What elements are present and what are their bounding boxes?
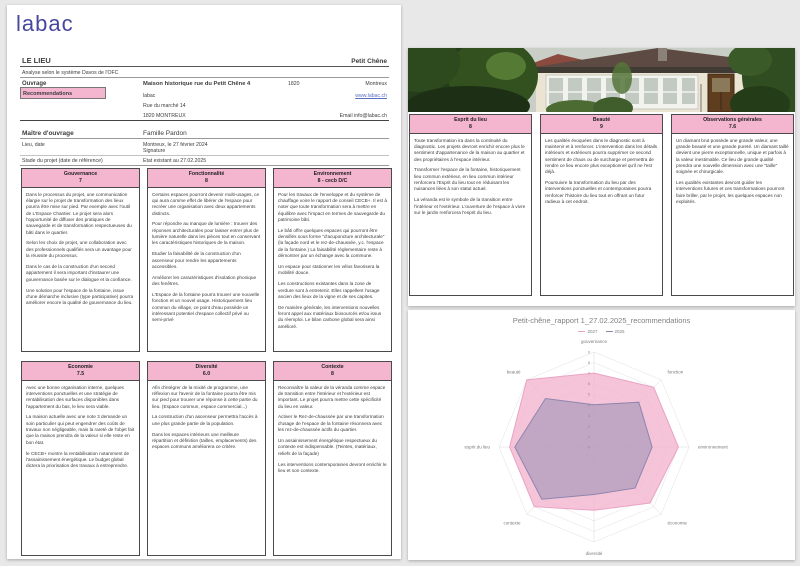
address-city-row [20, 110, 389, 121]
axis-label: environnement [698, 444, 728, 450]
criterion-score: 7.6 [728, 124, 737, 131]
tick-label: 6 [587, 381, 590, 387]
paragraph: Transformer l'espace de la fontaine, historiquement lieu commun extérieur, en lieu commun intérieur renforcera l'Esprit du lieu tout en réduisant les nuisances liées à son statut actuel. [414, 167, 521, 192]
paragraph: Etudier la faisabilité de la construction d'un ascenseur pour rendre les appartements accessibles. [152, 251, 241, 269]
paragraph: Certains espaces pourront devenir multi-usages, ce qui aura comme effet de libérer de l'espace pour recréer une organisation avec deux appartements distincts. [152, 191, 260, 216]
criterion-title: Gouvernance [63, 170, 98, 177]
owner-row [20, 121, 389, 139]
tick-label: 9 [587, 349, 590, 355]
paragraph: Les constructions existantes dans la zone de verdure sont à entretenir. Elles rappellent l'usage ancien des lieux de la vigne et de ses capites. [278, 281, 380, 299]
paragraph: Dans le cas de la construction d'un second appartement il sera important d'instaurer une gouvernance basée sur le dialogue et la confiance. [26, 264, 132, 282]
paragraph: Le bâti offre quelques espaces qui pourront être densifiés sous forme "d'acuponcture architecturale" (la façade nord et le rez-de-chaussée, y.c. l'espace de la fontaine.) La faisabilité réglementaire reste à démontrer par un échange avec la commune. [278, 227, 385, 259]
tick-label: 1 [587, 433, 590, 439]
header-table [20, 52, 389, 166]
paragraph: Améliorer les caractéristiques d'isolation phonique des fenêtres. [152, 274, 257, 287]
paragraph: Reconnaître la valeur de la véranda comme espace de transition entre l'intérieur et l'extérieur est important. Le projet pourra mettre cette spécificité du lieu en valeur. [278, 384, 386, 409]
signature-row [20, 149, 389, 156]
criterion-header [274, 169, 391, 188]
header-title-row [20, 52, 389, 67]
paragraph: Avec une bonne organisation interne, quelques interventions ponctuelles et une stratégie de rentabilisation des surfaces disponibles dans l'appartement du bas, le lieu sera viable. [26, 384, 124, 409]
axis-label: beauté [506, 369, 521, 375]
stage-label: Stade du projet (date de référence) [22, 158, 103, 164]
paragraph: Les qualités existantes devront guider les interventions futures et ces transformations pourront faire briller, par le projet, les quelques espaces non exploités. [676, 180, 785, 205]
criterion-header [22, 362, 139, 381]
ouvrage-label: Ouvrage [22, 81, 47, 87]
criterion-box-fonctionnalite [147, 168, 266, 352]
labac-logo: labac [16, 11, 74, 36]
email-text: Email info@labac.ch [339, 113, 387, 119]
paragraph: Pour répondre au manque de lumière : trouver des réponses architecturales pour laisser entrer plus de lumière naturelle dans les pièces tout en conservant les caractéristiques historiques de la maison. [152, 221, 261, 246]
criterion-title: Fonctionnalité [188, 170, 225, 177]
criterion-header [274, 362, 391, 381]
paragraph: Dans le processus du projet, une communication élargie sur le projet de transformation des lieux pourra être mise sur pied. Par exemple avec l'outil de L'Espace Chantier. Le projet sera alors l'opportunité de diffuser des pratiques de sauvegarde et de transformation respectueuses du bâti dans le quartier. [26, 191, 132, 235]
address-city: 1820 MONTREUX [143, 113, 186, 119]
paragraph: De manière générale, les interventions nouvelles feront appel aux matériaux biosourcés et/ou issus du réemploi. Le bilan carbone global sera ainsi amélioré. [278, 304, 382, 329]
criterion-score: 6.0 [202, 371, 211, 378]
series-2025 [515, 399, 652, 500]
recommendations-row [20, 88, 389, 100]
tick-label: 2 [587, 423, 590, 429]
address-street: Rue du marché 14 [143, 103, 186, 109]
ouvrage-city: Montreux [365, 81, 387, 87]
paragraph: Activer le Rez-de-chaussée par une transformation d'usage de l'espace de la fontaine résonnera avec les rez-de-chaussée actifs du quartier. [278, 414, 384, 433]
date-value: Montreux, le 27 février 2024 [143, 142, 208, 148]
signature-label: Signature [143, 148, 166, 154]
criterion-score: 8 [331, 371, 334, 378]
website-link[interactable]: www.labac.ch [355, 93, 387, 99]
analysis-line: Analyse selon le système Davos de l'OFC [22, 70, 119, 76]
criterion-body [274, 188, 391, 339]
paragraph: le CECB+ montre la rentabilisation notamment de l'assainissement énergétique. Le budget global dictera la priorisation des travaux à entreprendre. [26, 450, 130, 469]
right-panel [408, 48, 795, 306]
criterion-header [410, 115, 531, 134]
criterion-body [148, 188, 265, 333]
project-name: Petit Chêne [351, 58, 387, 65]
criterion-box-diversite [147, 361, 266, 556]
criterion-box-beaute [540, 114, 663, 296]
owner-label: Maître d'ouvrage [22, 130, 74, 137]
paragraph: Toute transformation ira dans la continuité du diagnostic. Les projets devront enrichir encore plus le sentiment d'appartenance de la maison au quartier et des propriétaires à l'espace intérieur. [414, 137, 525, 162]
criterion-title: Economie [68, 363, 93, 370]
recommendations-label: Recommendations [20, 87, 106, 99]
paragraph: La construction d'un ascenseur permettra l'accès à une plus grande partie de la population. [152, 414, 258, 426]
owner-value: Famille Pardon [143, 130, 187, 137]
criterion-box-economie [21, 361, 140, 556]
criterion-header [22, 169, 139, 188]
tick-label: 4 [587, 402, 590, 408]
company-name: labac [143, 93, 156, 99]
criterion-box-contexte [273, 361, 392, 556]
criterion-score: 7 [79, 178, 82, 185]
radar-chart-card [408, 310, 795, 560]
paragraph: Un espace pour stationner les vélos favorisera la mobilité douce. [278, 264, 380, 276]
criterion-title: Esprit du lieu [454, 116, 487, 123]
paragraph: Un assainissement énergétique respectueux du contexte est indispensable. (Teintes, matériaux, reliefs de la façade) [278, 437, 378, 456]
paragraph: Dans les espaces intérieurs une meilleure répartition et définition (tailles, emplacements) des espaces communs améliorera ce critère. [152, 431, 257, 450]
criterion-score: 8 [205, 178, 208, 185]
criterion-header [541, 115, 662, 134]
tick-label: 5 [587, 391, 590, 397]
criterion-score: 7.5 [76, 371, 85, 378]
criterion-box-observations-generales [671, 114, 794, 296]
axis-label: fonction [667, 369, 684, 375]
tick-label: 8 [587, 360, 590, 366]
paragraph: Les qualités évoquées dans le diagnostic sont à maintenir et à renforcer. L'intervention dans les détails intérieurs et extérieurs pourra supprimer ce second sentiment de chaos ou de surcharge et permettra de rendre ce lieu encore plus exceptionnel qu'il ne l'est déjà. [545, 137, 658, 175]
criterion-header [148, 362, 265, 381]
date-label: Lieu, date [22, 142, 45, 148]
paragraph: Afin d'intégrer de la mixité de programme, une réflexion sur l'avenir de la fontaine pourra être mis sur pied pour trouver une réponse à cette partie du lieu. (Espace commun, espace commercial...) [152, 384, 258, 409]
criterion-title: Diversité [195, 363, 218, 370]
ouvrage-value: Maison historique rue du Petit Chêne 4 [143, 81, 251, 87]
criterion-title: Contexte [321, 363, 344, 370]
axis-label: gouvernance [580, 339, 608, 344]
criterion-body [148, 381, 265, 460]
site-photo-illustration [408, 48, 795, 112]
criterion-body [410, 134, 531, 225]
criterion-title: Beauté [592, 116, 611, 123]
criterion-title: Environnement [313, 170, 352, 177]
criterion-body [672, 134, 793, 214]
analysis-row [20, 67, 389, 78]
paragraph: Selon les choix de projet, une collaboration avec des professionnels qualifiés sera un avantage pour la réussite du processus. [26, 240, 132, 259]
criterion-body [22, 188, 139, 316]
radar-chart [408, 310, 795, 560]
criterion-body [22, 381, 139, 479]
axis-label: économie [667, 520, 688, 526]
criterion-score: 8 [469, 124, 472, 131]
stage-row [20, 156, 389, 166]
axis-label: contexte [503, 520, 521, 526]
chart-title: Petit-chêne_rapport 1_27.02.2025_recommendations [512, 316, 691, 325]
paragraph: Poursuivre la transformation du lieu par des interventions ponctuelles et contemporaines pourra renforcer l'histoire du lieu tout en offrant un futur radieux à cet endroit. [545, 180, 652, 205]
site-photo [408, 48, 795, 112]
paragraph: L'Espace de la fontaine pourra trouver une nouvelle fonction et un nouvel usage. Historiquement lieu commun du village, ce point d'eau possède un intéressant potentiel d'espace collectif privé ou semi-privé [152, 292, 260, 323]
legend-label: 2027 [587, 329, 598, 334]
criterion-header [148, 169, 265, 188]
address-street-row [20, 100, 389, 110]
criterion-score: 8 - cecb D/C [317, 178, 348, 185]
tick-label: 7 [587, 370, 590, 376]
legend-label: 2025 [614, 329, 625, 334]
paragraph: Un diamant brut possède une grande valeur, une grande beauté et une grande pureté. Un diamant taillé devient une pierre exceptionnelle, unique et parfois à la valeur inestimable. Ce lieu de grande qualité prendra une nouvelle dimension avec une "taille" soignée et chirurgicale. [676, 137, 789, 175]
axis-label: diversité [585, 551, 603, 556]
paragraph: Pour les travaux de l'enveloppe et du système de chauffage voire le rapport de conseil CECB+. Il est à noter que toute transformation sera à mettre en équilibre avec l'impact en termes de sauvegarde du patrimoine bâti. [278, 191, 387, 222]
criterion-box-gouvernance [21, 168, 140, 352]
stage-value: Etat existant au 27.02.2025 [143, 158, 207, 164]
paragraph: Une solution pour l'espace de la fontaine, issue d'une démarche inclusive (type participative) pourra améliorer encore la qualité de gouvernance du lieu. [26, 287, 134, 306]
criterion-score: 9 [600, 124, 603, 131]
tick-label: 0 [587, 444, 590, 450]
criterion-title: Observations générales [703, 116, 762, 123]
paragraph: Les interventions contemporaines devront enrichir le lieu et son contexte. [278, 461, 387, 473]
axis-label: esprit du lieu [464, 444, 490, 450]
criterion-body [274, 381, 391, 483]
criterion-body [541, 134, 662, 214]
page-title: LE LIEU [22, 56, 51, 65]
paragraph: La véranda est le symbole de la transition entre l'intérieur et l'extérieur. L'ouverture de l'espace à vivre sur le jardin renforcera l'esprit du lieu. [414, 197, 526, 215]
date-row [20, 139, 389, 149]
criterion-header [672, 115, 793, 134]
criterion-box-environnement [273, 168, 392, 352]
criterion-box-esprit-du-lieu [409, 114, 532, 296]
tick-label: 3 [587, 412, 590, 418]
ouvrage-zip: 1820 [288, 81, 300, 87]
paragraph: La maison actuelle avec une note 3 demande un soin particulier qui peut engendrer des coûts de travaux non négligeable, mais la rareté de l'objet fait que la maison prendra de la valeur si elle reste en bon état. [26, 414, 135, 445]
